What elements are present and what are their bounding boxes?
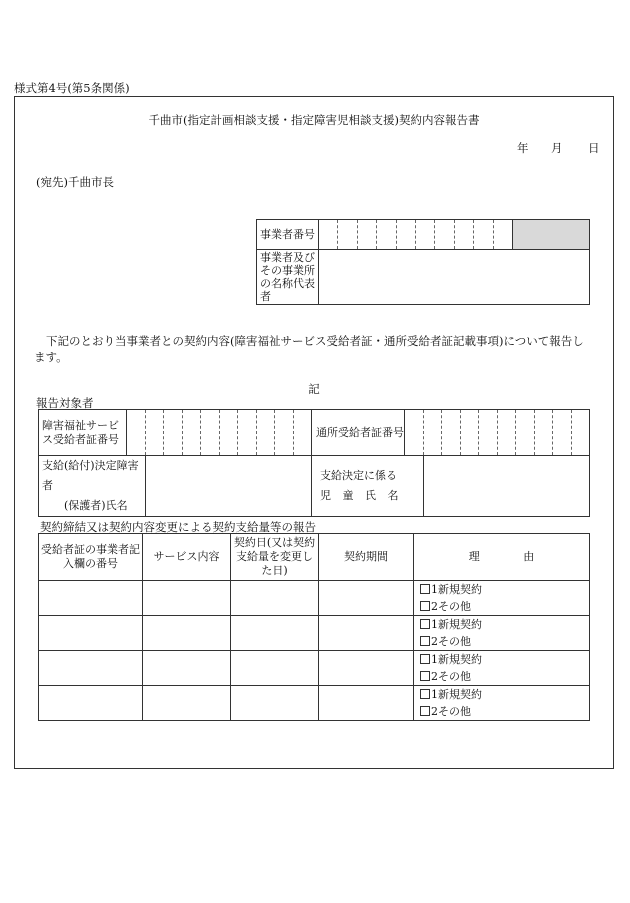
other-option[interactable]: 2その他 <box>420 703 589 720</box>
col-header-cert-number: 受給者証の事業者記入欄の番号 <box>39 534 143 581</box>
child-label-line-2: 児 童 氏 名 <box>320 489 399 502</box>
contract-report-heading: 契約締結又は契約内容変更による契約支給量等の報告 <box>40 520 316 534</box>
provider-number-digit[interactable] <box>493 220 512 250</box>
day-cert-digit[interactable] <box>516 410 535 456</box>
day-cert-digit[interactable] <box>460 410 479 456</box>
welfare-cert-digit[interactable] <box>219 410 238 456</box>
reason-cell <box>414 581 590 616</box>
form-number-label: 様式第4号(第5条関係) <box>14 81 130 95</box>
other-option[interactable]: 2その他 <box>420 633 589 650</box>
date-day-label: 日 <box>588 141 600 155</box>
report-target-table <box>38 409 590 517</box>
child-name-field[interactable] <box>423 456 590 517</box>
service-cell[interactable] <box>143 651 231 686</box>
cert-number-cell[interactable] <box>39 581 143 616</box>
date-year-label: 年 <box>517 141 529 155</box>
contract-table <box>38 533 590 721</box>
day-cert-digit[interactable] <box>423 410 442 456</box>
guardian-name-label <box>39 456 146 517</box>
body-text: 下記のとおり当事業者との契約内容(障害福祉サービス受給者証・通所受給者証記載事項)について報告します。 <box>34 334 584 364</box>
welfare-cert-digit[interactable] <box>127 410 146 456</box>
provider-number-digit[interactable] <box>396 220 415 250</box>
welfare-cert-digit[interactable] <box>256 410 275 456</box>
provider-table <box>256 219 590 305</box>
service-cell[interactable] <box>143 581 231 616</box>
provider-name-field[interactable] <box>319 250 590 305</box>
provider-number-digit[interactable] <box>357 220 376 250</box>
welfare-cert-digit[interactable] <box>164 410 183 456</box>
guardian-label-line-1: 支給(給付)決定障害者 <box>42 459 139 492</box>
provider-name-label: 事業者及びその事業所の名称代表者 <box>257 250 319 305</box>
checkbox-icon[interactable] <box>420 619 430 629</box>
table-row <box>39 616 590 651</box>
reason-cell <box>414 651 590 686</box>
table-row <box>39 581 590 616</box>
reason-cell <box>414 616 590 651</box>
day-cert-digit[interactable] <box>571 410 590 456</box>
welfare-cert-label: 障害福祉サービス受給者証番号 <box>39 410 127 456</box>
col-header-reason: 理 由 <box>414 534 590 581</box>
welfare-cert-digit[interactable] <box>145 410 164 456</box>
provider-number-digit[interactable] <box>377 220 396 250</box>
report-target-heading: 報告対象者 <box>36 396 94 410</box>
provider-number-label: 事業者番号 <box>257 220 319 250</box>
day-cert-digit[interactable] <box>534 410 553 456</box>
child-label-line-1: 支給決定に係る <box>320 469 397 482</box>
addressee: (宛先)千曲市長 <box>36 175 114 189</box>
checkbox-icon[interactable] <box>420 636 430 646</box>
cert-number-cell[interactable] <box>39 686 143 721</box>
checkbox-icon[interactable] <box>420 689 430 699</box>
cert-number-cell[interactable] <box>39 651 143 686</box>
col-header-contract-period: 契約期間 <box>319 534 414 581</box>
checkbox-icon[interactable] <box>420 584 430 594</box>
table-row <box>39 651 590 686</box>
provider-number-digit[interactable] <box>435 220 454 250</box>
day-cert-digit[interactable] <box>553 410 572 456</box>
guardian-label-line-2: (保護者)氏名 <box>64 499 128 512</box>
col-header-contract-date: 契約日(又は契約支給量を変更した日) <box>231 534 319 581</box>
new-contract-option[interactable]: 1新規契約 <box>420 616 589 633</box>
welfare-cert-digit[interactable] <box>182 410 201 456</box>
provider-number-digit[interactable] <box>474 220 493 250</box>
provider-number-digit[interactable] <box>454 220 473 250</box>
guardian-name-field[interactable] <box>145 456 312 517</box>
welfare-cert-digit[interactable] <box>238 410 257 456</box>
checkbox-icon[interactable] <box>420 706 430 716</box>
document-title: 千曲市(指定計画相談支援・指定障害児相談支援)契約内容報告書 <box>148 113 480 127</box>
cert-number-cell[interactable] <box>39 616 143 651</box>
day-cert-digit[interactable] <box>479 410 498 456</box>
table-row <box>39 686 590 721</box>
day-cert-digit[interactable] <box>405 410 424 456</box>
day-cert-digit[interactable] <box>442 410 461 456</box>
new-contract-option[interactable]: 1新規契約 <box>420 686 589 703</box>
contract-period-cell[interactable] <box>319 616 414 651</box>
checkbox-icon[interactable] <box>420 601 430 611</box>
ki-label: 記 <box>308 382 320 396</box>
contract-date-cell[interactable] <box>231 651 319 686</box>
other-option[interactable]: 2その他 <box>420 668 589 685</box>
date-month-label: 月 <box>551 141 563 155</box>
provider-number-digit[interactable] <box>338 220 357 250</box>
provider-number-shaded-cell <box>513 220 590 250</box>
child-name-label <box>312 456 424 517</box>
new-contract-option[interactable]: 1新規契約 <box>420 581 589 598</box>
contract-date-cell[interactable] <box>231 581 319 616</box>
checkbox-icon[interactable] <box>420 671 430 681</box>
other-option[interactable]: 2その他 <box>420 598 589 615</box>
day-cert-label: 通所受給者証番号 <box>312 410 405 456</box>
day-cert-digit[interactable] <box>497 410 516 456</box>
service-cell[interactable] <box>143 616 231 651</box>
welfare-cert-digit[interactable] <box>275 410 294 456</box>
welfare-cert-digit[interactable] <box>293 410 312 456</box>
contract-period-cell[interactable] <box>319 651 414 686</box>
provider-number-digit[interactable] <box>415 220 434 250</box>
service-cell[interactable] <box>143 686 231 721</box>
welfare-cert-digit[interactable] <box>201 410 220 456</box>
new-contract-option[interactable]: 1新規契約 <box>420 651 589 668</box>
contract-period-cell[interactable] <box>319 581 414 616</box>
contract-date-cell[interactable] <box>231 616 319 651</box>
reason-cell <box>414 686 590 721</box>
col-header-service: サービス内容 <box>143 534 231 581</box>
contract-period-cell[interactable] <box>319 686 414 721</box>
checkbox-icon[interactable] <box>420 654 430 664</box>
provider-number-digit[interactable] <box>319 220 338 250</box>
contract-date-cell[interactable] <box>231 686 319 721</box>
